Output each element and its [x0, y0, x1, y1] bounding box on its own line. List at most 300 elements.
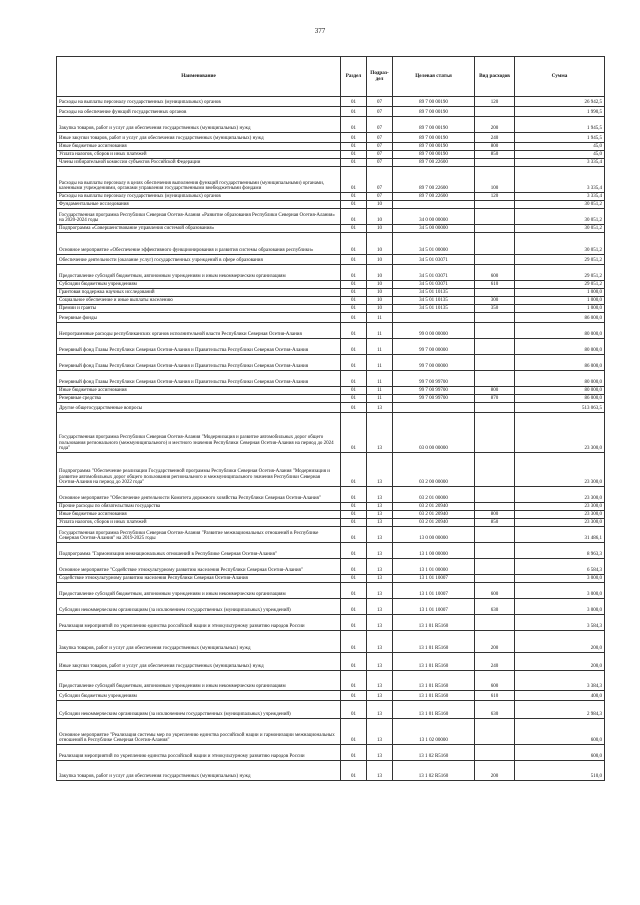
table-row [57, 355, 605, 371]
cell-target: 34 5 01 10135 [393, 305, 475, 313]
cell-name: Предоставление субсидий бюджетным, автономным учреждениям и иным некоммерческим организациям [57, 671, 341, 691]
table-row [57, 761, 605, 781]
cell-name: Премии и гранты [57, 305, 341, 313]
table-row [57, 487, 605, 503]
table-row [57, 631, 605, 653]
cell-subsection: 13 [367, 403, 393, 413]
cell-name: Резервный фонд Главы Республики Северная Осетия-Алания и Правительства Республики Северная Осетия-Алания [57, 339, 341, 355]
cell-expense-type: 600 [475, 265, 515, 281]
table-row [57, 583, 605, 599]
cell-subsection: 10 [367, 289, 393, 297]
cell-section: 01 [341, 201, 367, 209]
cell-target: 13 1 01 R5160 [393, 615, 475, 631]
table-row [57, 209, 605, 225]
cell-section: 01 [341, 761, 367, 781]
cell-target: 34 5 01 03071 [393, 255, 475, 265]
table-row [57, 193, 605, 201]
cell-amount: 23 300,0 [515, 503, 605, 511]
cell-name: Иные бюджетные ассигнования [57, 387, 341, 395]
cell-subsection: 11 [367, 387, 393, 395]
cell-expense-type: 850 [475, 151, 515, 159]
cell-expense-type [475, 503, 515, 511]
cell-expense-type: 200 [475, 761, 515, 781]
cell-section: 01 [341, 339, 367, 355]
cell-amount: 1 990,5 [515, 107, 605, 117]
cell-section: 01 [341, 233, 367, 255]
cell-section: 01 [341, 225, 367, 233]
cell-amount: 2 984,3 [515, 701, 605, 719]
table-row [57, 719, 605, 745]
cell-expense-type: 100 [475, 167, 515, 193]
cell-expense-type: 630 [475, 599, 515, 615]
cell-section: 01 [341, 631, 367, 653]
cell-name: Подпрограмма «Совершенствование управления системой образования» [57, 225, 341, 233]
cell-expense-type: 610 [475, 691, 515, 701]
cell-subsection: 07 [367, 143, 393, 151]
cell-target: 34 5 01 10135 [393, 289, 475, 297]
cell-section: 01 [341, 265, 367, 281]
table-row [57, 575, 605, 583]
cell-name: Иные закупки товаров, работ и услуг для обеспечения государственных (муниципальных) нужд [57, 133, 341, 143]
cell-subsection: 07 [367, 159, 393, 167]
cell-section: 01 [341, 527, 367, 543]
cell-amount: 1 000,0 [515, 297, 605, 305]
cell-expense-type [475, 323, 515, 339]
cell-target: 99 7 00 00000 [393, 355, 475, 371]
cell-name: Государственная программа Республики Северная Осетия-Алания "Развитие межнациональных отношений в Республике Северная Осетия-Алания" на 2019-2025 годы [57, 527, 341, 543]
table-row [57, 233, 605, 255]
header-section: Раздел [341, 57, 367, 97]
cell-amount: 600,0 [515, 745, 605, 761]
cell-expense-type: 120 [475, 97, 515, 107]
cell-section: 01 [341, 107, 367, 117]
cell-amount: 1 945,5 [515, 117, 605, 133]
cell-amount: 23 300,0 [515, 413, 605, 453]
cell-expense-type: 120 [475, 193, 515, 201]
cell-section: 01 [341, 615, 367, 631]
cell-amount: 3 384,3 [515, 671, 605, 691]
cell-subsection: 11 [367, 339, 393, 355]
table-row [57, 323, 605, 339]
cell-target: 34 5 01 03071 [393, 265, 475, 281]
cell-amount: 30 051,2 [515, 201, 605, 209]
cell-amount: 31 486,1 [515, 527, 605, 543]
cell-amount: 45,0 [515, 143, 605, 151]
table-row [57, 151, 605, 159]
cell-target: 99 7 00 99700 [393, 371, 475, 387]
cell-section: 01 [341, 143, 367, 151]
table-row [57, 159, 605, 167]
cell-expense-type [475, 559, 515, 575]
cell-section: 01 [341, 487, 367, 503]
cell-section: 01 [341, 403, 367, 413]
table-row [57, 527, 605, 543]
cell-target: 89 7 00 00190 [393, 107, 475, 117]
cell-amount: 8 963,3 [515, 543, 605, 559]
cell-amount: 86 000,0 [515, 313, 605, 323]
cell-subsection: 13 [367, 701, 393, 719]
cell-expense-type [475, 355, 515, 371]
cell-name: Государственная программа Республики Северная Осетия-Алания «Развитие образования Республики Северная Осетия-Алания» на 2020-2024 годы [57, 209, 341, 225]
table-row [57, 225, 605, 233]
cell-amount: 3 584,3 [515, 615, 605, 631]
cell-expense-type [475, 339, 515, 355]
cell-subsection: 07 [367, 107, 393, 117]
cell-expense-type [475, 403, 515, 413]
cell-name: Расходы на обеспечение функций государственных органов [57, 107, 341, 117]
cell-subsection: 07 [367, 97, 393, 107]
cell-subsection: 13 [367, 583, 393, 599]
table-row [57, 403, 605, 413]
cell-name: Члены избирательной комиссии субъектов Российской Федерации [57, 159, 341, 167]
cell-section: 01 [341, 97, 367, 107]
table-row [57, 313, 605, 323]
cell-amount: 1 945,5 [515, 133, 605, 143]
cell-name: Субсидии бюджетным учреждениям [57, 691, 341, 701]
table-row [57, 255, 605, 265]
cell-expense-type [475, 209, 515, 225]
cell-target: 89 7 00 22600 [393, 193, 475, 201]
cell-amount: 80 000,0 [515, 371, 605, 387]
cell-expense-type [475, 413, 515, 453]
cell-section: 01 [341, 355, 367, 371]
cell-amount: 400,0 [515, 691, 605, 701]
table-row [57, 453, 605, 487]
cell-target [393, 313, 475, 323]
cell-name: Резервный фонд Главы Республики Северная Осетия-Алания и Правительства Республики Северная Осетия-Алания [57, 355, 341, 371]
table-body [57, 97, 605, 781]
cell-amount: 3 000,0 [515, 583, 605, 599]
cell-name: Резервные фонды [57, 313, 341, 323]
cell-expense-type [475, 575, 515, 583]
cell-section: 01 [341, 159, 367, 167]
cell-target: 13 1 01 R5160 [393, 691, 475, 701]
table-row [57, 653, 605, 671]
cell-name: Подпрограмма "Обеспечение реализации Государственной программы Республики Северная Осетия-Алания "Модернизация и развитие автомобильных дорог общего пользования регионального и межмуниципального значения Республики Северная Осетия-Алания на период до 2022 года" [57, 453, 341, 487]
cell-section: 01 [341, 151, 367, 159]
table-row [57, 117, 605, 133]
cell-expense-type [475, 107, 515, 117]
cell-expense-type: 350 [475, 305, 515, 313]
cell-target: 13 1 01 10007 [393, 575, 475, 583]
cell-expense-type [475, 543, 515, 559]
cell-subsection: 10 [367, 225, 393, 233]
cell-subsection: 13 [367, 575, 393, 583]
cell-name: Предоставление субсидий бюджетным, автономным учреждениям и иным некоммерческим организациям [57, 583, 341, 599]
table-row [57, 745, 605, 761]
cell-target: 89 7 00 00190 [393, 97, 475, 107]
cell-name: Субсидии некоммерческим организациям (за исключением государственных (муниципальных) учреждений) [57, 701, 341, 719]
cell-amount: 23 300,0 [515, 453, 605, 487]
table-row [57, 201, 605, 209]
cell-target: 99 0 00 00000 [393, 323, 475, 339]
cell-target: 13 1 02 R5160 [393, 745, 475, 761]
cell-subsection: 13 [367, 691, 393, 701]
cell-section: 01 [341, 167, 367, 193]
cell-expense-type [475, 289, 515, 297]
cell-expense-type [475, 371, 515, 387]
header-expense-type: Вид расходов [475, 57, 515, 97]
table-row [57, 599, 605, 615]
cell-target: 13 1 01 R5160 [393, 653, 475, 671]
cell-section: 01 [341, 133, 367, 143]
cell-target: 03 2 01 00000 [393, 487, 475, 503]
cell-name: Закупка товаров, работ и услуг для обеспечения государственных (муниципальных) нужд [57, 761, 341, 781]
cell-subsection: 13 [367, 745, 393, 761]
cell-expense-type [475, 225, 515, 233]
cell-amount: 513 063,5 [515, 403, 605, 413]
cell-name: Иные бюджетные ассигнования [57, 143, 341, 151]
table-row [57, 339, 605, 355]
cell-amount: 30 051,2 [515, 225, 605, 233]
table-row [57, 615, 605, 631]
cell-target [393, 201, 475, 209]
cell-name: Государственная программа Республики Северная Осетия-Алания "Модернизация и развитие автомобильных дорог общего пользования регионального (межмуниципального) и местного значения Республики Северная Осетия-Алания на период до 2024 года" [57, 413, 341, 453]
cell-amount: 3 335,4 [515, 193, 605, 201]
cell-target: 34 5 01 03071 [393, 281, 475, 289]
cell-name: Реализация мероприятий по укреплению единства российской нации и этнокультурному развитию народов России [57, 745, 341, 761]
table-row [57, 519, 605, 527]
table-row [57, 265, 605, 281]
table-row [57, 167, 605, 193]
cell-subsection: 13 [367, 413, 393, 453]
cell-subsection: 07 [367, 151, 393, 159]
cell-expense-type: 600 [475, 583, 515, 599]
cell-section: 01 [341, 719, 367, 745]
cell-subsection: 13 [367, 559, 393, 575]
cell-section: 01 [341, 209, 367, 225]
cell-target: 99 7 00 99700 [393, 395, 475, 403]
cell-section: 01 [341, 313, 367, 323]
cell-name: Социальное обеспечение и иные выплаты населению [57, 297, 341, 305]
cell-section: 01 [341, 323, 367, 339]
cell-target: 03 0 00 00000 [393, 413, 475, 453]
cell-expense-type: 800 [475, 511, 515, 519]
cell-target: 89 7 00 00190 [393, 133, 475, 143]
cell-section: 01 [341, 453, 367, 487]
cell-amount: 1 000,0 [515, 289, 605, 297]
cell-name: Фундаментальные исследования [57, 201, 341, 209]
cell-section: 01 [341, 559, 367, 575]
cell-expense-type [475, 453, 515, 487]
table-row [57, 503, 605, 511]
header-amount: Сумма [515, 57, 605, 97]
cell-name: Содействие этнокультурному развитию населения Республики Северная Осетия-Алания [57, 575, 341, 583]
cell-amount: 80 000,0 [515, 323, 605, 339]
cell-section: 01 [341, 281, 367, 289]
cell-name: Субсидии бюджетным учреждениям [57, 281, 341, 289]
cell-target: 03 2 01 20940 [393, 503, 475, 511]
cell-subsection: 10 [367, 265, 393, 281]
cell-name: Основное мероприятие "Обеспечение деятельности Комитета дорожного хозяйства Республики Северная Осетия-Алания" [57, 487, 341, 503]
cell-expense-type: 200 [475, 631, 515, 653]
cell-name: Основное мероприятие "Содействие этнокультурному развитию населения Республики Северная Осетия-Алания" [57, 559, 341, 575]
cell-expense-type: 240 [475, 653, 515, 671]
table-row [57, 691, 605, 701]
cell-subsection: 07 [367, 117, 393, 133]
table-row [57, 701, 605, 719]
cell-subsection: 11 [367, 371, 393, 387]
cell-target: 13 1 01 00000 [393, 559, 475, 575]
cell-amount: 6 584,3 [515, 559, 605, 575]
cell-name: Основное мероприятие "Реализация системы мер по укреплению единства российской нации и гармонизации межнациональных отношений в Республике Северная Осетия-Алания" [57, 719, 341, 745]
cell-target: 13 1 02 00000 [393, 719, 475, 745]
cell-name: Уплата налогов, сборов и иных платежей [57, 519, 341, 527]
cell-subsection: 10 [367, 233, 393, 255]
table-row [57, 133, 605, 143]
header-name: Наименование [57, 57, 341, 97]
cell-target: 34 0 00 00000 [393, 209, 475, 225]
cell-subsection: 13 [367, 653, 393, 671]
cell-subsection: 13 [367, 719, 393, 745]
cell-expense-type [475, 255, 515, 265]
cell-subsection: 13 [367, 671, 393, 691]
header-target: Целевая статья [393, 57, 475, 97]
cell-expense-type [475, 159, 515, 167]
cell-target: 13 1 01 R5160 [393, 701, 475, 719]
cell-section: 01 [341, 305, 367, 313]
cell-section: 01 [341, 599, 367, 615]
cell-name: Непрограммные расходы республиканских органов исполнительной власти Республики Северная Осетия-Алания [57, 323, 341, 339]
cell-section: 01 [341, 193, 367, 201]
cell-section: 01 [341, 503, 367, 511]
cell-section: 01 [341, 691, 367, 701]
cell-subsection: 07 [367, 193, 393, 201]
table-row [57, 671, 605, 691]
table-row [57, 143, 605, 151]
cell-section: 01 [341, 701, 367, 719]
cell-amount: 23 300,0 [515, 511, 605, 519]
cell-name: Расходы на выплаты персоналу государственных (муниципальных) органов [57, 193, 341, 201]
page-number: 377 [314, 27, 326, 35]
cell-section: 01 [341, 297, 367, 305]
cell-amount: 30 051,2 [515, 233, 605, 255]
cell-subsection: 13 [367, 761, 393, 781]
cell-name: Расходы на выплаты персоналу в целях обеспечения выполнения функций государственными (муниципальными) органами, казенными учреждениями, органами управления государственными внебюджетными фондами [57, 167, 341, 193]
cell-target: 13 1 01 R5160 [393, 631, 475, 653]
cell-amount: 3 000,0 [515, 575, 605, 583]
cell-amount: 1 000,0 [515, 305, 605, 313]
cell-section: 01 [341, 117, 367, 133]
cell-amount: 29 051,2 [515, 265, 605, 281]
cell-section: 01 [341, 745, 367, 761]
cell-expense-type [475, 719, 515, 745]
cell-amount: 3 000,0 [515, 599, 605, 615]
cell-expense-type: 610 [475, 281, 515, 289]
cell-amount: 30 051,2 [515, 209, 605, 225]
cell-subsection: 13 [367, 543, 393, 559]
cell-target: 89 7 00 00190 [393, 117, 475, 133]
cell-target: 34 5 01 00000 [393, 233, 475, 255]
cell-expense-type: 200 [475, 117, 515, 133]
cell-amount: 3 335,4 [515, 159, 605, 167]
cell-subsection: 13 [367, 631, 393, 653]
cell-subsection: 10 [367, 305, 393, 313]
cell-amount: 86 000,0 [515, 395, 605, 403]
table-row [57, 511, 605, 519]
cell-amount: 200,0 [515, 653, 605, 671]
cell-section: 01 [341, 543, 367, 559]
cell-amount: 23 300,0 [515, 519, 605, 527]
cell-amount: 510,0 [515, 761, 605, 781]
cell-name: Подпрограмма "Гармонизация межнациональных отношений в Республике Северная Осетия-Алания" [57, 543, 341, 559]
cell-expense-type [475, 313, 515, 323]
table-row [57, 559, 605, 575]
cell-target: 03 2 01 20940 [393, 519, 475, 527]
cell-target: 89 7 00 22600 [393, 167, 475, 193]
cell-target: 89 7 00 22600 [393, 159, 475, 167]
cell-subsection: 13 [367, 487, 393, 503]
cell-amount: 29 051,2 [515, 255, 605, 265]
cell-target: 03 2 01 20940 [393, 511, 475, 519]
table-row [57, 97, 605, 107]
cell-name: Реализация мероприятий по укреплению единства российской нации и этнокультурному развитию народов России [57, 615, 341, 631]
cell-name: Обеспечение деятельности (оказание услуг) государственных учреждений в сфере образования [57, 255, 341, 265]
cell-amount: 600,0 [515, 719, 605, 745]
cell-amount: 80 000,0 [515, 339, 605, 355]
cell-section: 01 [341, 289, 367, 297]
cell-section: 01 [341, 575, 367, 583]
table-row [57, 543, 605, 559]
cell-amount: 86 000,0 [515, 355, 605, 371]
cell-section: 01 [341, 255, 367, 265]
cell-subsection: 07 [367, 133, 393, 143]
cell-target: 34 5 01 10135 [393, 297, 475, 305]
cell-target: 34 5 00 00000 [393, 225, 475, 233]
cell-expense-type [475, 233, 515, 255]
cell-target: 13 1 02 R5160 [393, 761, 475, 781]
cell-amount: 3 335,4 [515, 167, 605, 193]
cell-target: 03 2 00 00000 [393, 453, 475, 487]
cell-amount: 45,0 [515, 151, 605, 159]
table-row [57, 289, 605, 297]
cell-target: 13 1 01 10007 [393, 599, 475, 615]
cell-name: Резервный фонд Главы Республики Северная Осетия-Алания и Правительства Республики Северная Осетия-Алания [57, 371, 341, 387]
cell-name: Грантовая поддержка научных исследований [57, 289, 341, 297]
table-row [57, 107, 605, 117]
cell-name: Основное мероприятие «Обеспечение эффективного функционирования и развития системы образования республики» [57, 233, 341, 255]
cell-subsection: 11 [367, 313, 393, 323]
cell-subsection: 11 [367, 355, 393, 371]
cell-section: 01 [341, 413, 367, 453]
cell-target: 89 7 00 00190 [393, 151, 475, 159]
cell-section: 01 [341, 511, 367, 519]
cell-expense-type [475, 527, 515, 543]
cell-expense-type: 800 [475, 143, 515, 151]
cell-expense-type: 850 [475, 519, 515, 527]
cell-expense-type: 870 [475, 395, 515, 403]
cell-section: 01 [341, 653, 367, 671]
cell-expense-type: 300 [475, 297, 515, 305]
cell-expense-type: 600 [475, 671, 515, 691]
cell-amount: 23 300,0 [515, 487, 605, 503]
cell-subsection: 10 [367, 297, 393, 305]
cell-name: Закупка товаров, работ и услуг для обеспечения государственных (муниципальных) нужд [57, 631, 341, 653]
table-row [57, 297, 605, 305]
cell-subsection: 13 [367, 519, 393, 527]
cell-subsection: 11 [367, 395, 393, 403]
cell-subsection: 13 [367, 527, 393, 543]
cell-expense-type [475, 615, 515, 631]
cell-name: Резервные средства [57, 395, 341, 403]
table-row [57, 395, 605, 403]
cell-subsection: 13 [367, 599, 393, 615]
cell-name: Другие общегосударственные вопросы [57, 403, 341, 413]
cell-amount: 80 000,0 [515, 387, 605, 395]
table-row [57, 305, 605, 313]
cell-name: Расходы на выплаты персоналу государственных (муниципальных) органов [57, 97, 341, 107]
cell-amount: 200,0 [515, 631, 605, 653]
